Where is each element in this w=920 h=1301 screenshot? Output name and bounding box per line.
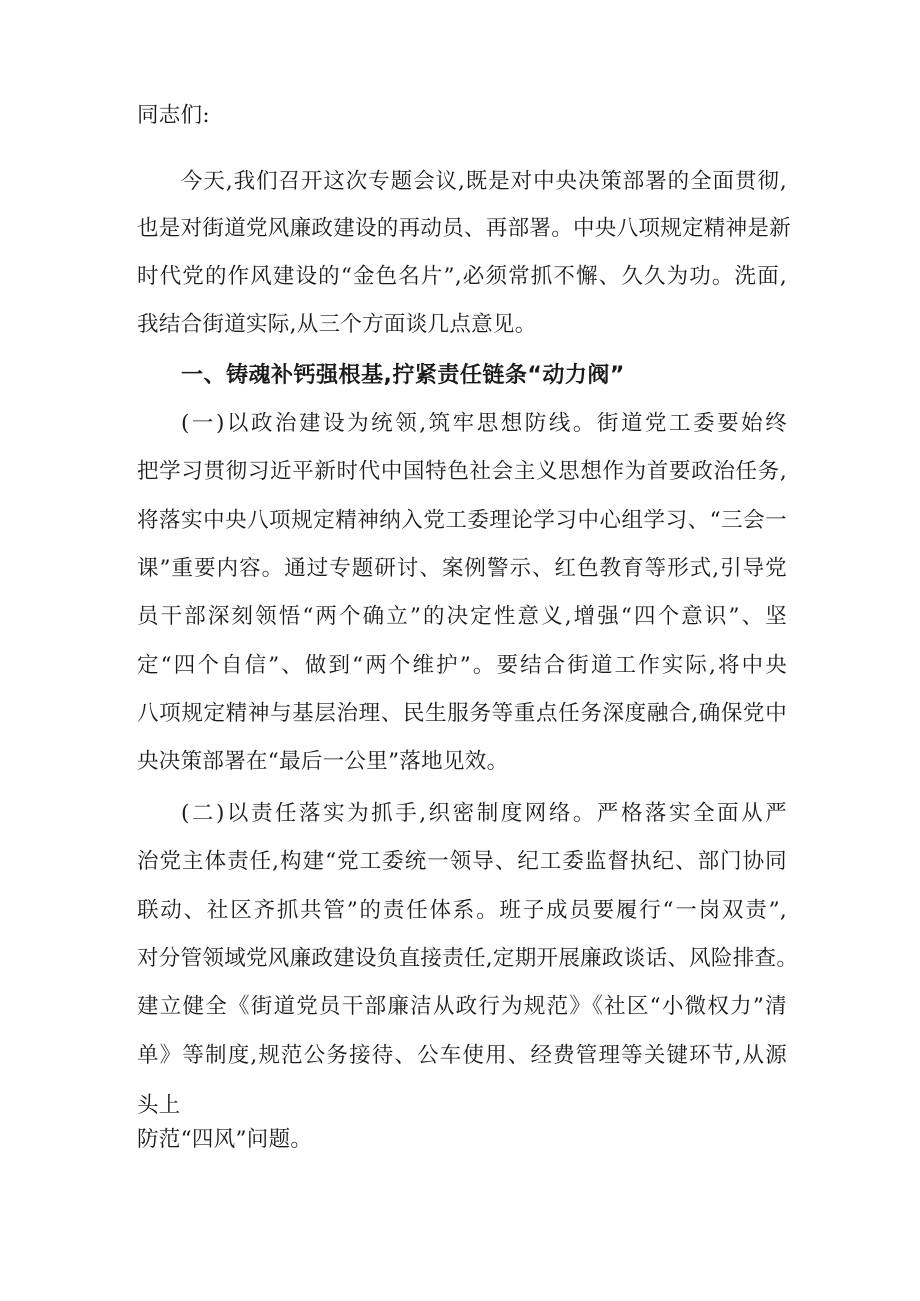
para2-line-1: (二)以责任落实为抓手,织密制度网络。严格落实全面从严: [181, 801, 787, 826]
para2-line-4: 对分管领域党风廉政建设负直接责任,定期开展廉政谈话、风险排查。: [137, 946, 799, 971]
para1-line-5: 员干部深刻领悟“两个确立”的决定性意义,增强“四个意识”、坚: [137, 604, 787, 629]
para2-line-3: 联动、社区齐抓共管”的责任体系。班子成员要履行“一岗双责”,: [137, 898, 787, 923]
para1-line-6: 定“四个自信”、做到“两个维护”。要结合街道工作实际,将中央: [137, 653, 787, 678]
para2-line-6: 单》等制度,规范公务接待、公车使用、经费管理等关键环节,从源: [137, 1043, 787, 1068]
intro-line-4: 我结合街道实际,从三个方面谈几点意见。: [137, 312, 537, 337]
para2-line-7: 头上: [137, 1093, 181, 1118]
para1-line-4: 课”重要内容。通过专题研讨、案例警示、红色教育等形式,引导党: [137, 556, 787, 581]
intro-line-1: 今天,我们召开这次专题会议,既是对中央决策部署的全面贯彻,: [181, 169, 787, 194]
intro-line-3: 时代党的作风建设的“金色名片”,必须常抓不懈、久久为功。洗面,: [137, 264, 787, 289]
para1-line-1: (一)以政治建设为统领,筑牢思想防线。街道党工委要始终: [181, 411, 787, 436]
para2-line-8: 防范“四风”问题。: [137, 1127, 313, 1152]
para1-line-7: 八项规定精神与基层治理、民生服务等重点任务深度融合,确保党中: [137, 701, 787, 726]
para2-line-5: 建立健全《街道党员干部廉洁从政行为规范》《社区“小微权力”清: [137, 994, 787, 1019]
para1-line-8: 央决策部署在“最后一公里”落地见效。: [137, 749, 509, 774]
greeting: 同志们:: [137, 103, 210, 128]
para1-line-2: 把学习贯彻习近平新时代中国特色社会主义思想作为首要政治任务,: [137, 459, 787, 484]
para1-line-3: 将落实中央八项规定精神纳入党工委理论学习中心组学习、“三会一: [137, 508, 787, 533]
intro-line-2: 也是对街道党风廉政建设的再动员、再部署。中央八项规定精神是新: [137, 216, 792, 241]
section-heading: 一、铸魂补钙强根基,拧紧责任链条“动力阀”: [181, 363, 625, 388]
para2-line-2: 治党主体责任,构建“党工委统一领导、纪工委监督执纪、部门协同: [137, 849, 787, 874]
